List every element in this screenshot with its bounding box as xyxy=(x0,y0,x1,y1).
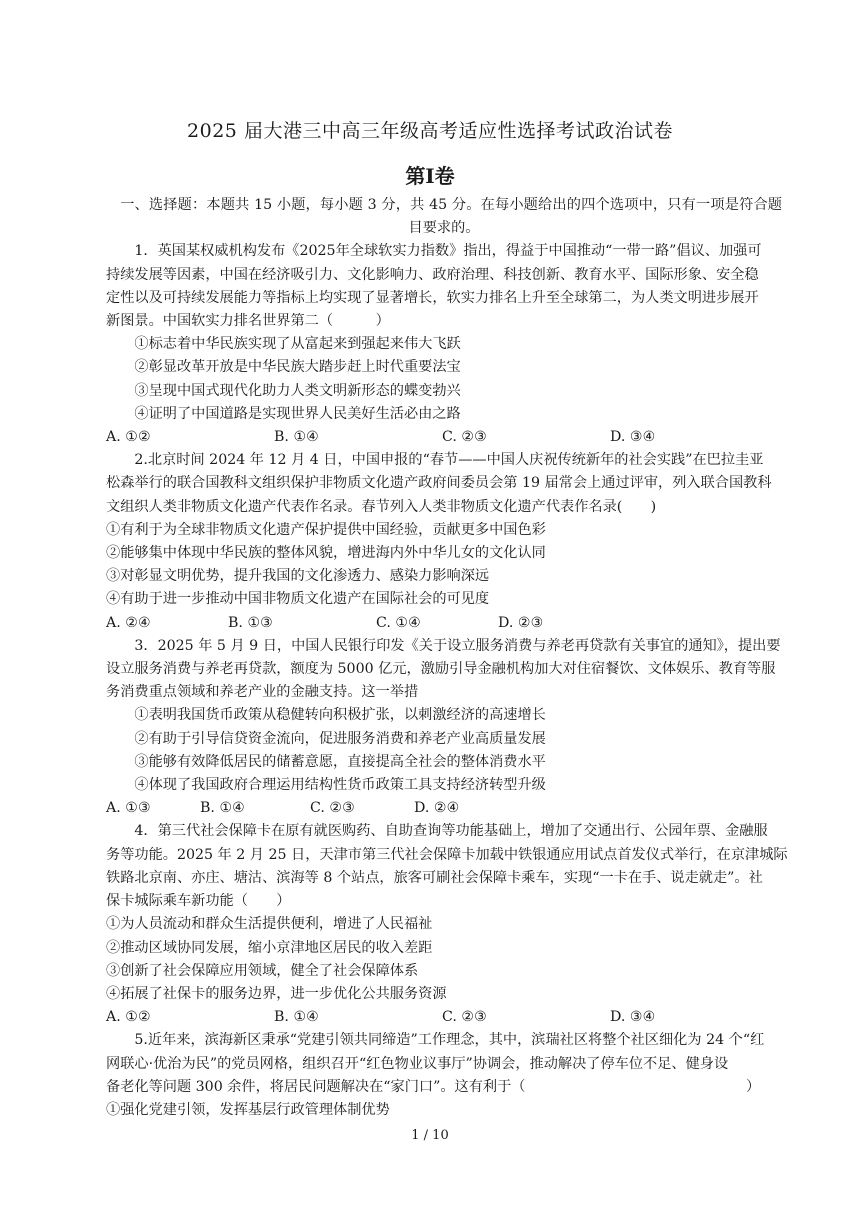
question-2-statement: ②能够集中体现中华民族的整体风貌，增进海内外中华儿女的文化认同 xyxy=(106,545,546,562)
question-5-statement: ①强化党建引领，发挥基层行政管理体制优势 xyxy=(106,1101,390,1118)
question-2 xyxy=(106,449,782,635)
question-4-statement: ④拓展了社保卡的服务边界，进一步优化公共服务资源 xyxy=(106,985,447,1002)
answer-paren-close: ） xyxy=(746,1078,761,1095)
question-4-line: 务等功能。2025 年 2 月 25 日，天津市第三代社会保障卡加载中铁银通应用试点首发仪式举行，在京津城际 xyxy=(106,846,788,863)
question-1-statement: ②彰显改革开放是中华民族大踏步赶上时代重要法宝 xyxy=(134,359,461,376)
question-1-options xyxy=(106,426,782,449)
option-b[interactable]: B. ①③ xyxy=(228,614,273,631)
volume-heading: 第Ⅰ卷 xyxy=(405,164,455,188)
question-4-line: 4．第三代社会保障卡在原有就医购药、自助查询等功能基础上，增加了交通出行、公园年票、金融服 xyxy=(134,823,768,840)
question-1-line: 1．英国某权威机构发布《2025年全球软实力指数》指出，得益于中国推动“一带一路”倡议、加强可 xyxy=(134,243,762,260)
question-4 xyxy=(106,820,788,1029)
option-b[interactable]: B. ①④ xyxy=(200,800,245,817)
question-2-statement: ①有利于为全球非物质文化遗产保护提供中国经验，贡献更多中国色彩 xyxy=(106,521,546,538)
option-b[interactable]: B. ①④ xyxy=(274,429,319,446)
question-3 xyxy=(106,635,782,821)
question-2-line: 松森举行的联合国教科文组织保护非物质文化遗产政府间委员会第 19 届常会上通过评审，列入联合国教科 xyxy=(106,475,772,492)
question-5-line: 网联心·优治为民”的党员网格，组织召开“红色物业议事厅”协调会，推动解决了停车位不足、健身设 xyxy=(106,1055,729,1072)
option-a[interactable]: A. ①② xyxy=(106,429,151,446)
option-c[interactable]: C. ②③ xyxy=(442,429,487,446)
question-3-statement: ③能够有效降低居民的储蓄意愿，直接提高全社会的整体消费水平 xyxy=(134,753,546,770)
option-d[interactable]: D. ③④ xyxy=(610,429,656,446)
question-4-line: 铁路北京南、亦庄、塘沽、滨海等 8 个站点，旅客可刷社会保障卡乘车，实现“一卡在手、说走就走”。社 xyxy=(106,869,763,886)
option-a[interactable]: A. ①③ xyxy=(106,800,151,817)
question-4-statement: ①为人员流动和群众生活提供便利，增进了人民福祉 xyxy=(106,916,433,933)
question-2-statement: ③对彰显文明优势，提升我国的文化渗透力、感染力影响深远 xyxy=(106,568,490,585)
section-instructions: 一、选择题：本题共 15 小题，每小题 3 分，共 45 分。在每小题给出的四个选项中，只有一项是符合题目要求的。 xyxy=(120,197,782,237)
question-3-line: 务消费重点领域和养老产业的金融支持。这一举措 xyxy=(106,684,419,701)
question-1-line: 新图景。中国软实力排名世界第二（ ） xyxy=(106,313,390,330)
option-b[interactable]: B. ①④ xyxy=(274,1009,319,1026)
question-4-line: 保卡城际乘车新功能（ ） xyxy=(106,893,291,910)
question-2-line: 文组织人类非物质文化遗产代表作名录。春节列入人类非物质文化遗产代表作名录( ) xyxy=(106,498,657,515)
option-c[interactable]: C. ①④ xyxy=(376,614,421,631)
option-c[interactable]: C. ②③ xyxy=(442,1009,487,1026)
question-4-options xyxy=(106,1006,782,1029)
option-d[interactable]: D. ②④ xyxy=(414,800,460,817)
question-2-line: 2.北京时间 2024 年 12 月 4 日，中国申报的“春节——中国人庆祝传统新年的社会实践”在巴拉圭亚 xyxy=(134,452,764,469)
question-3-line: 设立服务消费与养老再贷款，额度为 5000 亿元，激励引导金融机构加大对住宿餐饮、文体娱乐、教育等服 xyxy=(106,661,776,678)
question-5-line xyxy=(106,1076,782,1099)
question-2-options xyxy=(106,612,782,635)
question-3-line: 3．2025 年 5 月 9 日，中国人民银行印发《关于设立服务消费与养老再贷款有关事宜的通知》，提出要 xyxy=(134,637,781,654)
option-d[interactable]: D. ②③ xyxy=(498,614,544,631)
question-3-statement: ④体现了我国政府合理运用结构性货币政策工具支持经济转型升级 xyxy=(134,777,546,794)
exam-title: 2025 届大港三中高三年级高考适应性选择考试政治试卷 xyxy=(187,120,673,142)
option-a[interactable]: A. ①② xyxy=(106,1009,151,1026)
option-a[interactable]: A. ②④ xyxy=(106,614,151,631)
question-5-line: 5.近年来，滨海新区秉承“党建引领共同缔造”工作理念，其中，滨瑞社区将整个社区细化为 24 个“红 xyxy=(134,1032,765,1049)
question-4-statement: ②推动区域协同发展，缩小京津地区居民的收入差距 xyxy=(106,939,433,956)
exam-content xyxy=(106,194,788,1122)
question-1-line: 持续发展等因素，中国在经济吸引力、文化影响力、政府治理、科技创新、教育水平、国际形象、安全稳 xyxy=(106,266,759,283)
page-number: 1 / 10 xyxy=(411,1128,449,1143)
question-3-statement: ①表明我国货币政策从稳健转向积极扩张，以刺激经济的高速增长 xyxy=(134,707,546,724)
question-2-statement: ④有助于进一步推动中国非物质文化遗产在国际社会的可见度 xyxy=(106,591,490,608)
question-1-statement: ①标志着中华民族实现了从富起来到强起来伟大飞跃 xyxy=(134,336,461,353)
question-3-options xyxy=(106,797,782,820)
question-1-line: 定性以及可持续发展能力等指标上均实现了显著增长，软实力排名上升至全球第二，为人类文明进步展开 xyxy=(106,289,759,306)
question-3-statement: ②有助于引导信贷资金流向，促进服务消费和养老产业高质量发展 xyxy=(134,730,546,747)
question-1-statement: ③呈现中国式现代化助力人类文明新形态的蝶变勃兴 xyxy=(134,382,461,399)
question-4-statement: ③创新了社会保障应用领域，健全了社会保障体系 xyxy=(106,962,419,979)
question-5-stem-end: 备老化等问题 300 余件，将居民问题解决在“家门口”。这有利于（ xyxy=(106,1078,526,1095)
question-1-statement: ④证明了中国道路是实现世界人民美好生活必由之路 xyxy=(134,405,461,422)
option-d[interactable]: D. ③④ xyxy=(610,1009,656,1026)
question-5 xyxy=(106,1029,782,1122)
question-1 xyxy=(106,240,782,449)
option-c[interactable]: C. ②③ xyxy=(310,800,355,817)
